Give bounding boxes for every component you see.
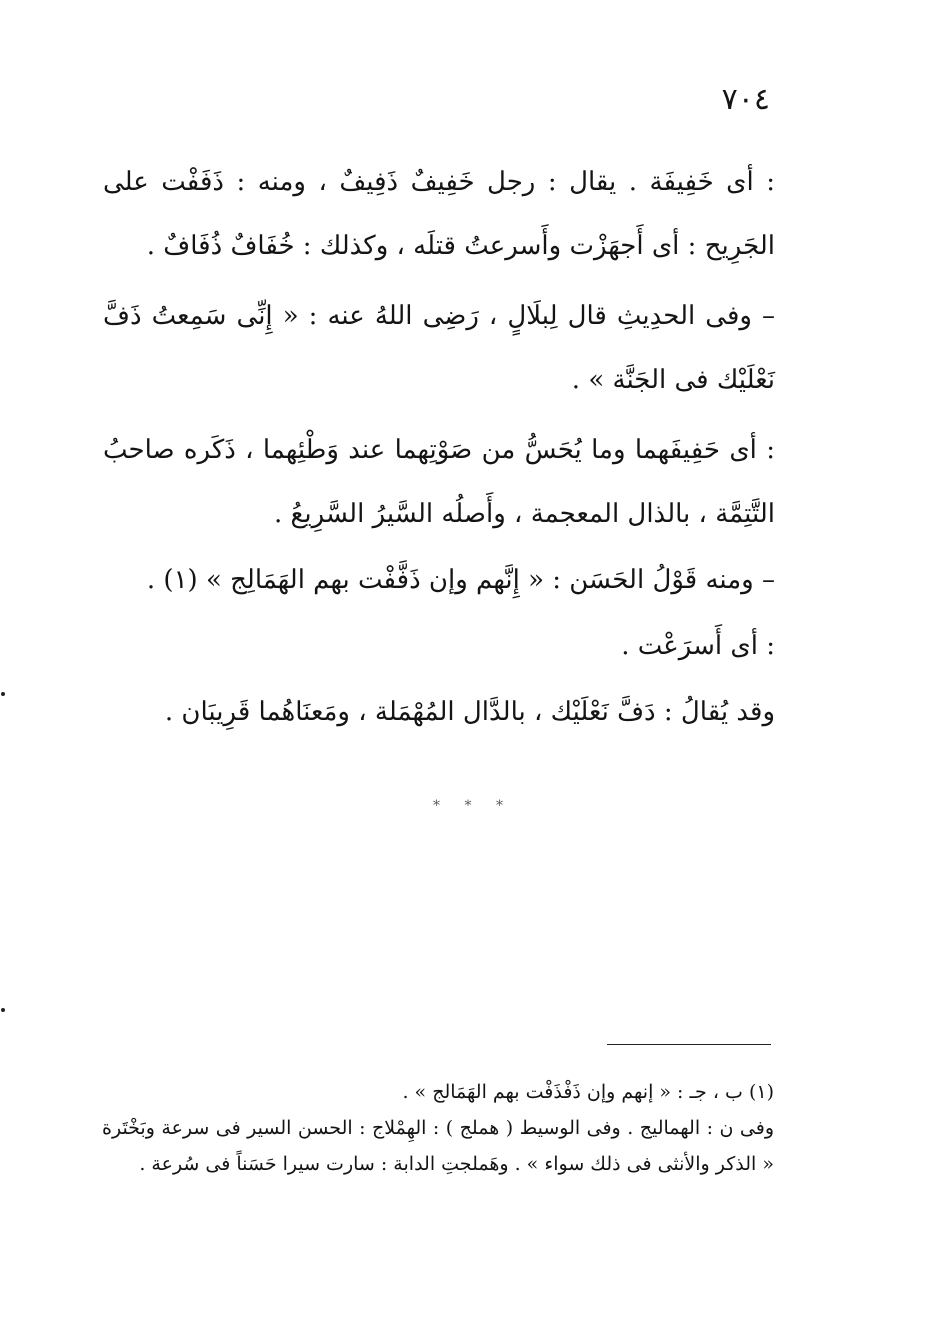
paragraph-1: : أى خَفِيفَة . يقال : رجل خَفِيفٌ ذَفِيفٌ ، ومنه : ذَفَفْت على الجَرِيح : أى أَجهَزْت وأَسرعتُ قتلَه ، وكذلك : خُفَافٌ ذُفَافٌ . bbox=[103, 167, 775, 261]
margin-mark bbox=[1, 692, 5, 696]
section-separator: * * * bbox=[433, 798, 513, 814]
paragraph-2: – وفى الحدِيثِ قال لِبلَالٍ ، رَضِى اللهُ عنه : « إِنِّى سَمِعتُ ذَفَّ نَعْلَيْك فى الجَنَّة » . bbox=[103, 301, 775, 395]
main-text bbox=[103, 150, 775, 746]
footnote-rule bbox=[607, 1044, 771, 1045]
footnote-1-continuation: وفى ن : الهماليج . وفى الوسيط ( هملج ) : الهِمْلاج : الحسن السير فى سرعة وبَخْتَرة « الذكر والأنثى فى ذلك سواء » . وهَملجتِ الدابة : سارت سيرا حَسَناً فى سُرعة . bbox=[102, 1117, 774, 1175]
paragraph-3: : أى حَفِيفَهما وما يُحَسُّ من صَوْتِهما عند وَطْئِهما ، ذَكَره صاحبُ التَّتِمَّة ، بالذال المعجمة ، وأَصلُه السَّيرُ السَّرِيعُ . bbox=[103, 435, 775, 529]
footnotes bbox=[102, 1074, 774, 1182]
margin-mark bbox=[1, 1008, 5, 1012]
page-number: ٧٠٤ bbox=[721, 82, 770, 117]
paragraph-4: – ومنه قَوْلُ الحَسَن : « إِنَّهم وإن ذَفَّفْت بهم الهَمَالِج » (١) . bbox=[146, 565, 775, 595]
paragraph-5: : أى أَسرَعْت . bbox=[621, 631, 775, 661]
paragraph-6: وقد يُقالُ : دَفَّ نَعْلَيْك ، بالدَّال المُهْمَلة ، ومَعنَاهُما قَرِيبَان . bbox=[164, 697, 775, 727]
footnote-1: (١) ب ، جـ : « إنهم وإن ذَفْذَفْت بهم الهَمَالج » . bbox=[402, 1081, 774, 1103]
